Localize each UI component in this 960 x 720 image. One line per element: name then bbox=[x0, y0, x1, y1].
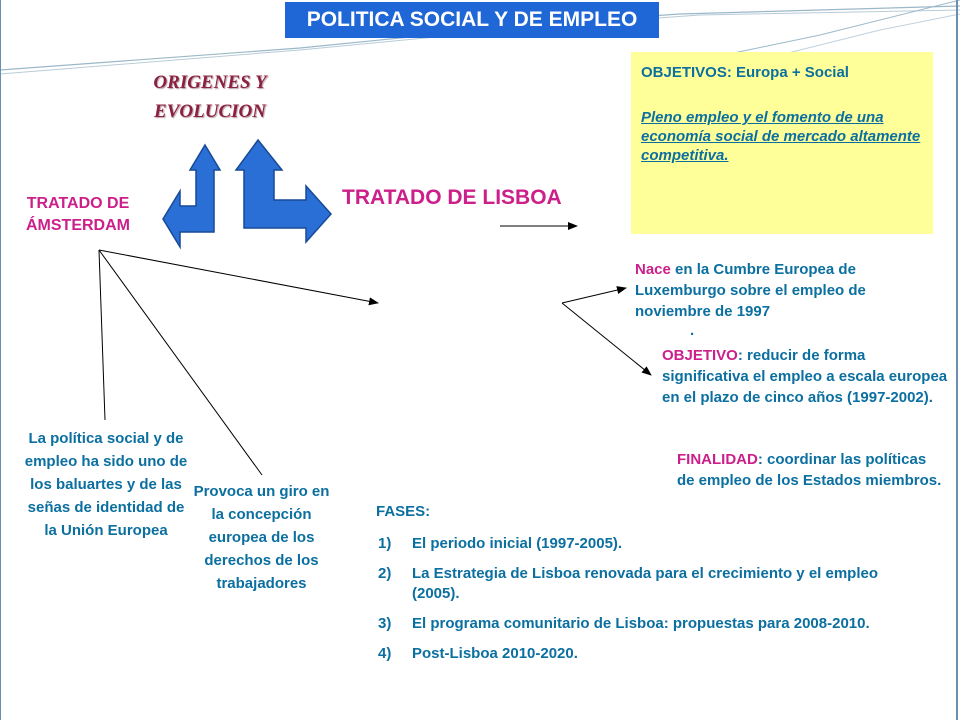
nace-keyword: Nace bbox=[635, 261, 671, 278]
nace-text-block bbox=[635, 259, 925, 322]
amsterdam-line2: ÁMSTERDAM bbox=[26, 217, 130, 234]
nace-dot: . bbox=[690, 322, 695, 339]
fases-heading: FASES: bbox=[376, 503, 431, 520]
lisbon-treaty-label: TRATADO DE LISBOA bbox=[342, 186, 562, 209]
phase-text: El programa comunitario de Lisboa: propuestas para 2008-2010. bbox=[412, 615, 870, 632]
provoca-text: Provoca un giro en la concepción europea de los derechos de los trabajadores bbox=[193, 483, 330, 592]
finalidad-text: : coordinar las políticas de empleo de los Estados miembros. bbox=[677, 451, 942, 489]
finalidad-text-block bbox=[677, 449, 947, 491]
origins-line2: EVOLUCION bbox=[154, 101, 266, 122]
amsterdam-line1: TRATADO DE bbox=[26, 195, 130, 212]
phase-number: 2) bbox=[378, 565, 392, 582]
union-text: La política social y de empleo ha sido uno de los baluartes y de las señas de identidad de la Unión Europea bbox=[24, 430, 188, 539]
objetivo-text: : reducir de forma significativa el empleo a escala europea en el plazo de cinco años (1997-2002). bbox=[662, 347, 948, 406]
page-title: POLITICA SOCIAL Y DE EMPLEO bbox=[285, 2, 659, 38]
objetivo-keyword: OBJETIVO bbox=[662, 347, 738, 364]
phase-item bbox=[378, 564, 918, 604]
objectives-heading: OBJETIVOS: Europa + Social bbox=[641, 64, 849, 81]
phases-list bbox=[378, 534, 918, 674]
phase-text: Post-Lisboa 2010-2020. bbox=[412, 645, 578, 662]
nace-text: en la Cumbre Europea de Luxemburgo sobre el empleo de noviembre de 1997 bbox=[635, 261, 866, 320]
phase-item bbox=[378, 614, 918, 634]
amsterdam-treaty-label bbox=[8, 193, 148, 237]
phase-text: La Estrategia de Lisboa renovada para el crecimiento y el empleo (2005). bbox=[412, 565, 879, 602]
objectives-text: Pleno empleo y el fomento de una economía social de mercado altamente competitiva. bbox=[641, 109, 921, 164]
phase-item bbox=[378, 644, 918, 664]
finalidad-keyword: FINALIDAD bbox=[677, 451, 758, 468]
origins-heading bbox=[95, 68, 325, 126]
phase-item bbox=[378, 534, 918, 554]
origins-line1: ORIGENES Y bbox=[153, 72, 267, 93]
phase-text: El periodo inicial (1997-2005). bbox=[412, 535, 623, 552]
bent-arrow-left-icon bbox=[163, 145, 220, 247]
phase-number: 1) bbox=[378, 535, 392, 552]
bent-arrow-right-icon bbox=[236, 140, 331, 242]
objetivo-text-block bbox=[662, 345, 952, 408]
phase-number: 3) bbox=[378, 615, 392, 632]
phase-number: 4) bbox=[378, 645, 392, 662]
